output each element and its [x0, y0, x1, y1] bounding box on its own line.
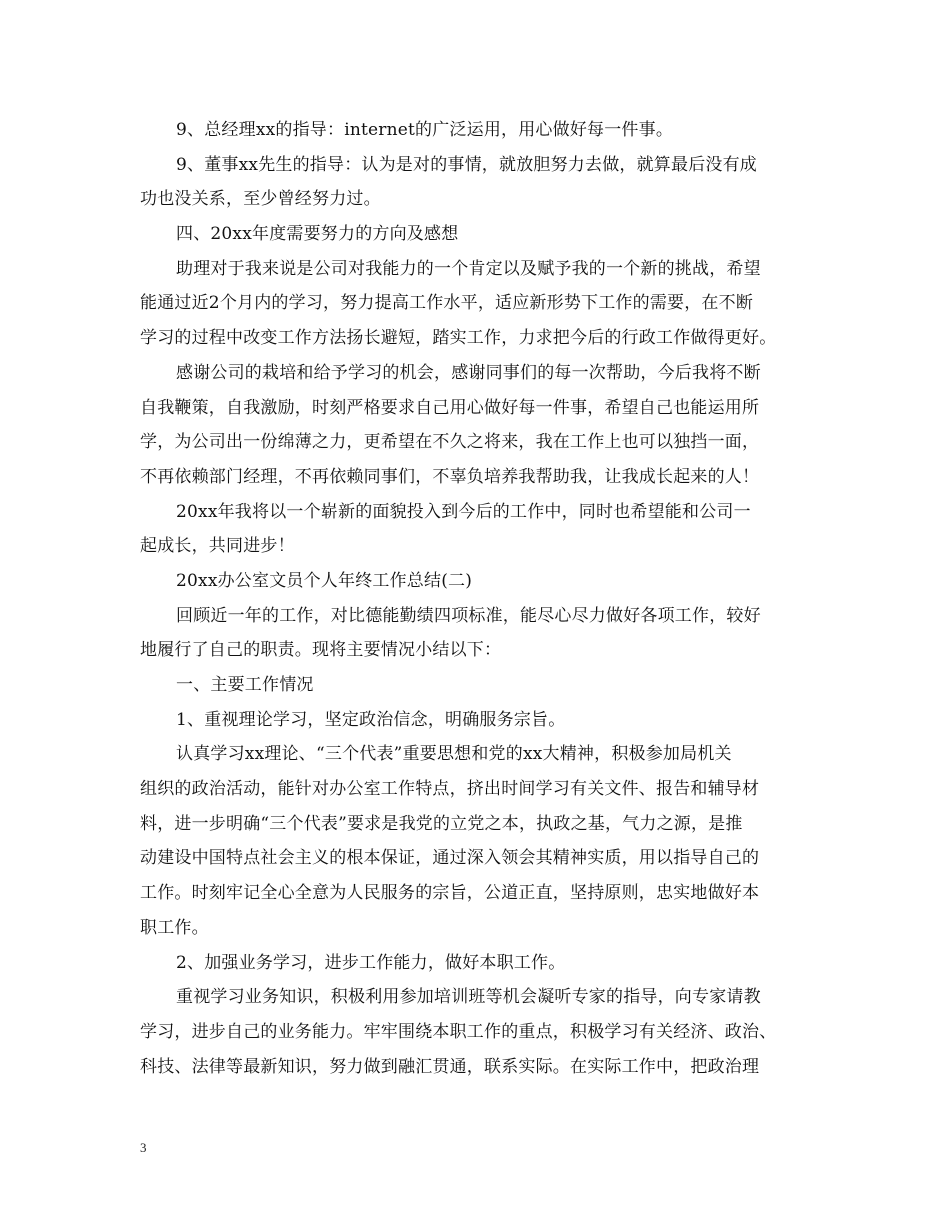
- section-heading: 一、主要工作情况: [176, 675, 314, 695]
- text-line: 认真学习xx理论、“三个代表”重要思想和党的xx大精神，积极参加局机关: [176, 744, 732, 765]
- text-line: 学习，进步自己的业务能力。牢牢围绕本职工作的重点，积极学习有关经济、政治、: [140, 1021, 777, 1042]
- text-line: 能通过近2个月内的学习，努力提高工作水平，适应新形势下工作的需要，在不断: [140, 293, 754, 314]
- text-line: 动建设中国特点社会主义的根本保证，通过深入领会其精神实质，用以指导自己的: [140, 848, 760, 869]
- text-line: 不再依赖部门经理，不再依赖同事们，不辜负培养我帮助我，让我成长起来的人！: [140, 466, 760, 487]
- document-title: 20xx办公室文员个人年终工作总结(二): [176, 570, 473, 591]
- page-number: 3: [140, 1140, 147, 1155]
- text-line: 20xx年我将以一个崭新的面貌投入到今后的工作中，同时也希望能和公司一: [176, 501, 751, 522]
- text-line: 功也没关系，至少曾经努力过。: [140, 189, 381, 210]
- text-line: 地履行了自己的职责。现将主要情况小结以下：: [140, 640, 502, 661]
- text-line: 工作。时刻牢记全心全意为人民服务的宗旨，公道正直，坚持原则，忠实地做好本: [140, 883, 760, 904]
- text-line: 学，为公司出一份绵薄之力，更希望在不久之将来，我在工作上也可以独挡一面，: [140, 432, 760, 453]
- subsection-heading: 1、重视理论学习，坚定政治信念，明确服务宗旨。: [176, 709, 566, 730]
- text-line: 职工作。: [140, 917, 209, 938]
- text-line: 自我鞭策，自我激励，时刻严格要求自己用心做好每一件事，希望自己也能运用所: [140, 397, 760, 418]
- text-line: 9、董事xx先生的指导：认为是对的事情，就放胆努力去做，就算最后没有成: [176, 154, 757, 175]
- text-line: 组织的政治活动，能针对办公室工作特点，挤出时间学习有关文件、报告和辅导材: [140, 779, 760, 800]
- subsection-heading: 2、加强业务学习，进步工作能力，做好本职工作。: [176, 952, 566, 973]
- text-line: 感谢公司的栽培和给予学习的机会，感谢同事们的每一次帮助，今后我将不断: [176, 362, 761, 383]
- text-line: 料，进一步明确“三个代表”要求是我党的立党之本，执政之基，气力之源，是推: [140, 813, 743, 834]
- section-heading: 四、20xx年度需要努力的方向及感想: [176, 224, 459, 245]
- document-body: [140, 113, 825, 1084]
- text-line: 起成长，共同进步！: [140, 536, 295, 557]
- text-line: 回顾近一年的工作，对比德能勤绩四项标准，能尽心尽力做好各项工作，较好: [176, 605, 761, 626]
- text-line: 9、总经理xx的指导：internet的广泛运用，用心做好每一件事。: [176, 120, 674, 140]
- text-line: 科技、法律等最新知识，努力做到融汇贯通，联系实际。在实际工作中，把政治理: [140, 1056, 760, 1077]
- text-line: 学习的过程中改变工作方法扬长避短，踏实工作，力求把今后的行政工作做得更好。: [140, 328, 777, 349]
- text-line: 重视学习业务知识，积极利用参加培训班等机会凝听专家的指导，向专家请教: [176, 987, 761, 1008]
- text-line: 助理对于我来说是公司对我能力的一个肯定以及赋予我的一个新的挑战，希望: [176, 258, 761, 279]
